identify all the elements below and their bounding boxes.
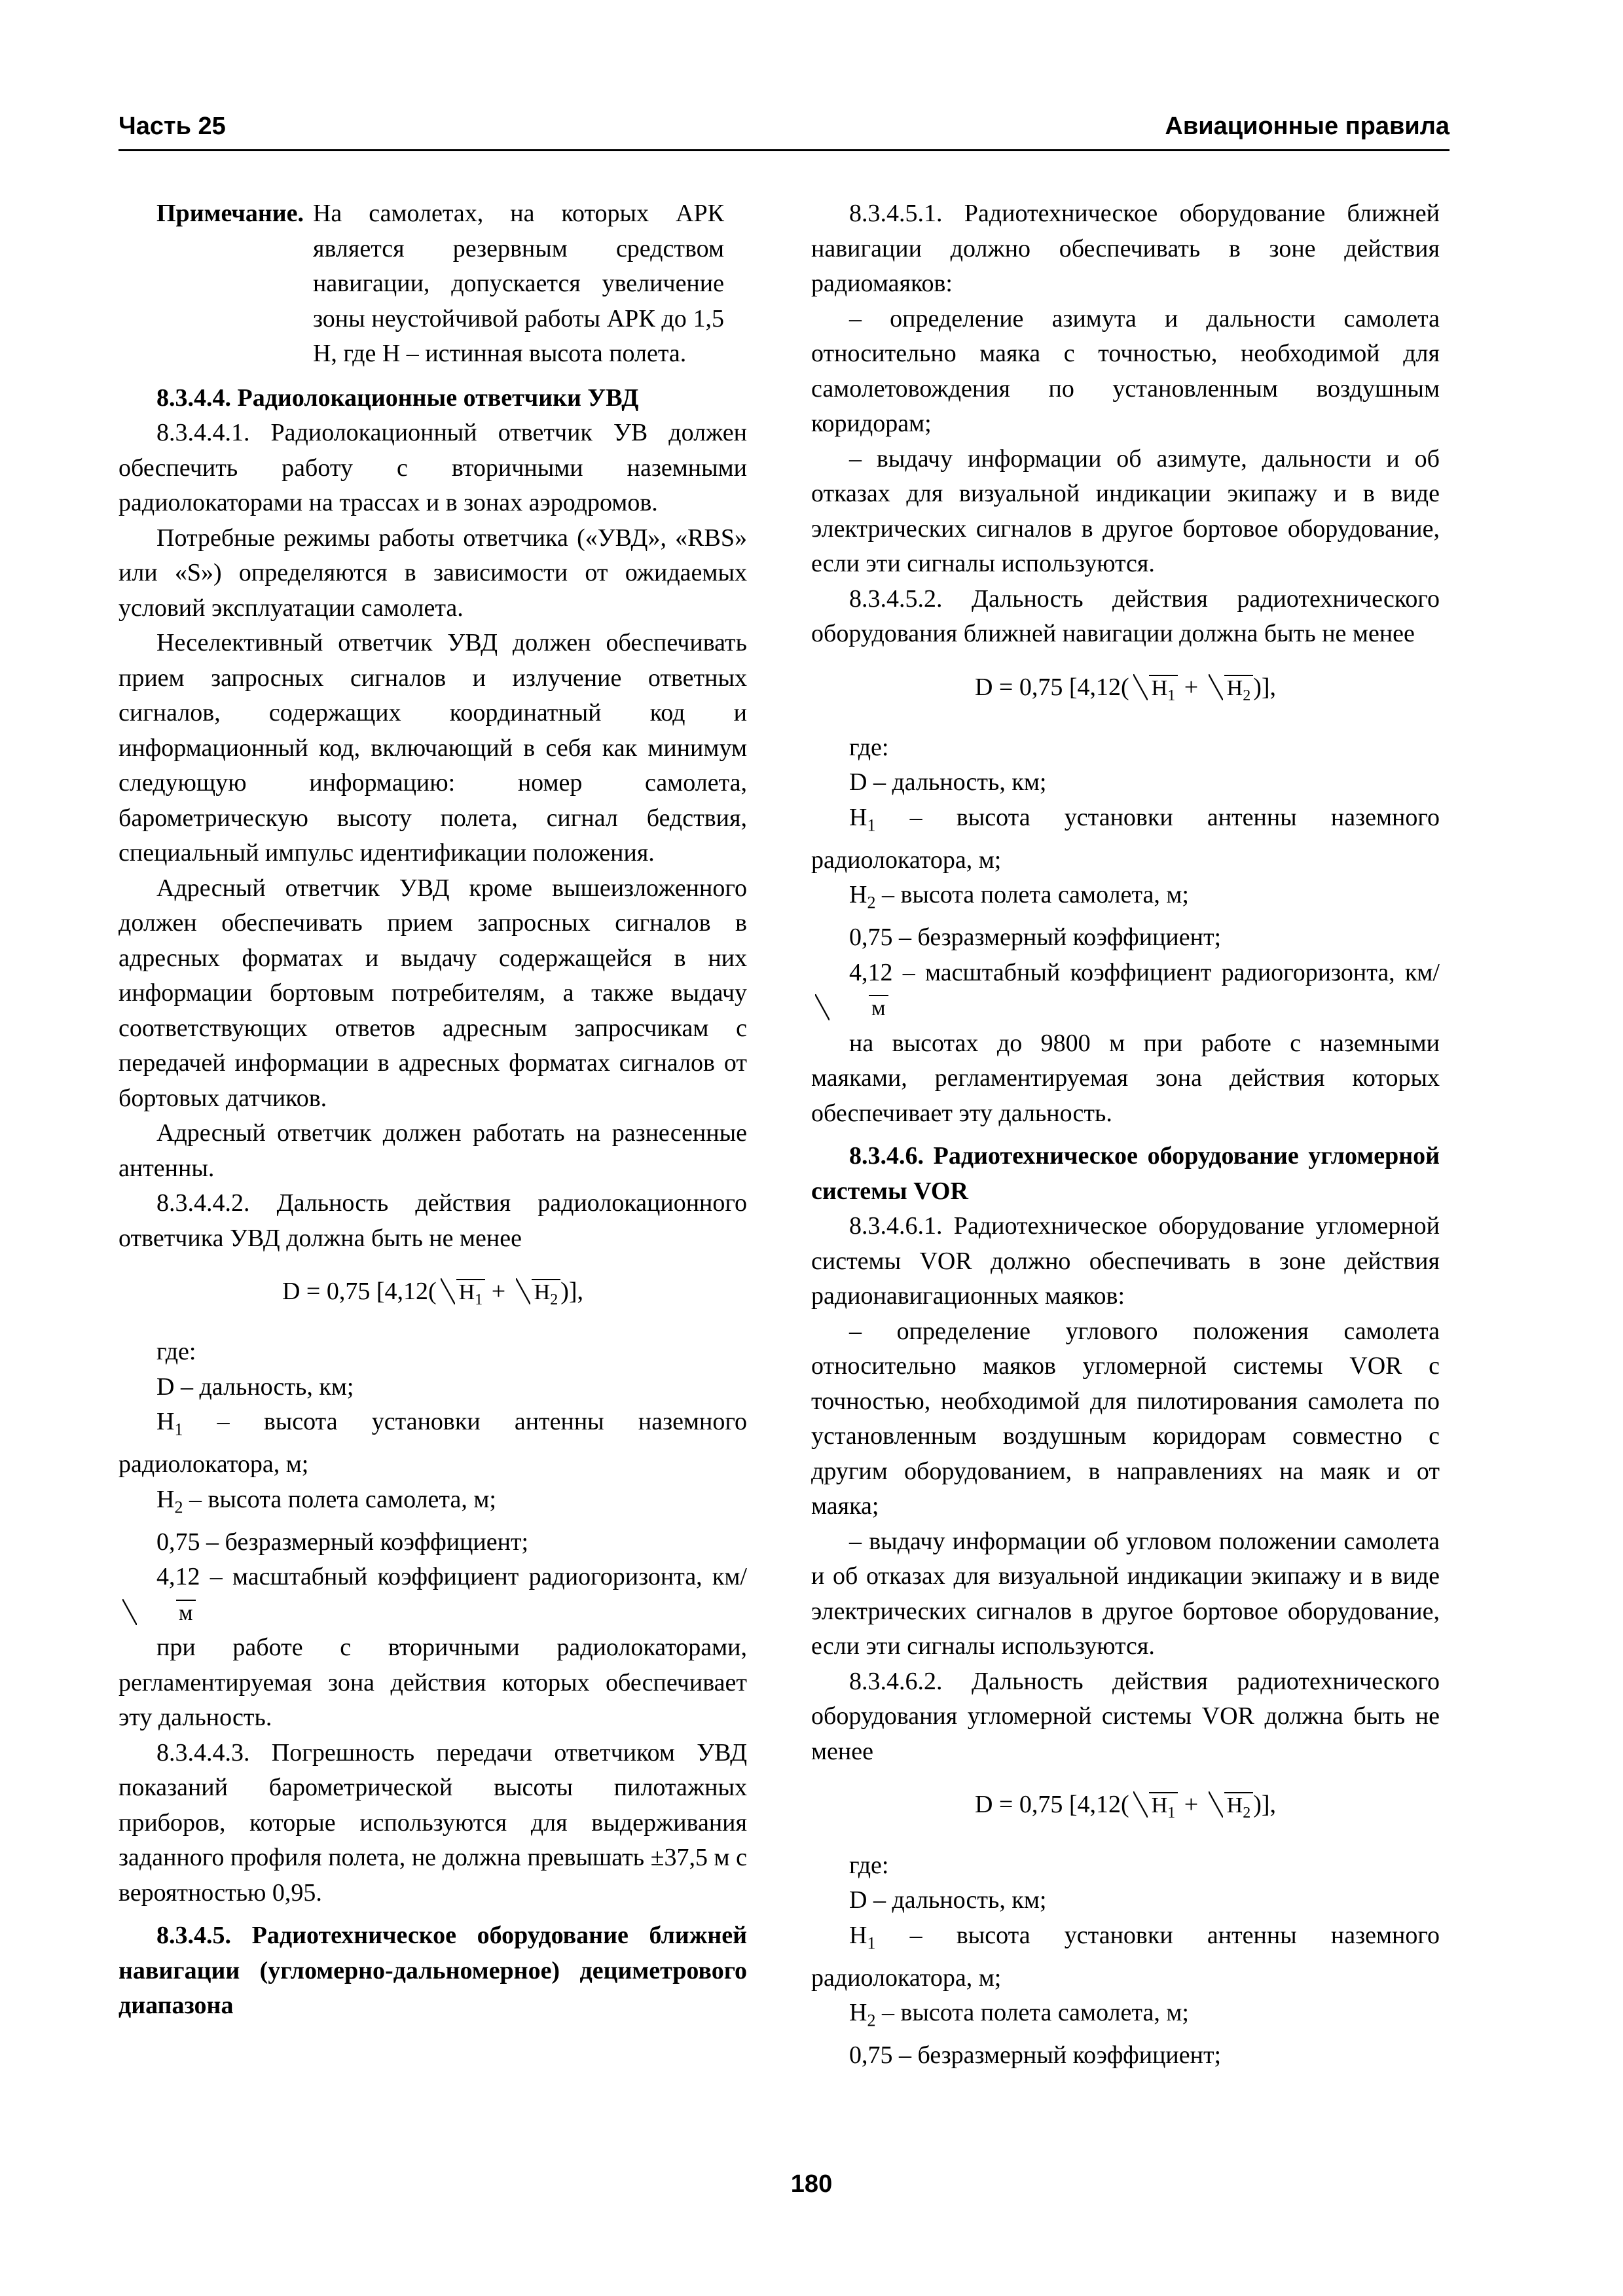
paragraph: 8.3.4.6.2. Дальность действия радиотехнического оборудования угломерной системы VOR должна быть не менее (811, 1667, 1440, 1765)
definition-h2: $H_2$ – высота полета самолета, м; (849, 1999, 1189, 2030)
paragraph: при работе с вторичными радиолокаторами, регламентируемая зона действия которых обеспечивает эту дальность. (119, 1634, 747, 1732)
page-number: 180 (790, 2170, 833, 2198)
right-column (811, 196, 1440, 2073)
header-divider (119, 149, 1450, 151)
paragraph: – определение углового положения самолета относительно маяков угломерной системы VOR с точностью, необходимой для пилотирования самолета по установленным воздушным коридорам совместно с другим оборудованием, в направлениях на маяк и от маяка; (811, 1317, 1440, 1520)
paragraph: – определение азимута и дальности самолета относительно маяка с точностью, необходимой для самолетовождения по установленным воздушным коридорам; (811, 304, 1440, 437)
sqrt-h1: $H_1$ (1132, 1787, 1178, 1831)
paragraph: Неселективный ответчик УВД должен обеспечивать прием запросных сигналов и излучение ответных сигналов, содержащих координатный код и информационный код, включающий в себя как минимум следующую информацию: номер самолета, барометрическую высоту полета, сигнал бедствия, специальный импульс идентификации положения. (119, 629, 747, 867)
sqrt-h2: $H_2$ (515, 1274, 561, 1318)
note-block (156, 196, 747, 372)
paragraph: 8.3.4.5.1. Радиотехническое оборудование ближней навигации должно обеспечивать в зоне действия радиомаяков: (811, 200, 1440, 297)
definition-d: D – дальность, км; (156, 1372, 354, 1401)
range-formula: D = 0,75 [4,12( $H_1 + H_2$ )], (119, 1274, 747, 1318)
paragraph: Адресный ответчик УВД кроме вышеизложенного должен обеспечивать прием запросных сигналов в адресных форматах и выдачу содержащейся в них информации бортовым потребителям, а также выдачу соответствующих ответов адресным запросчикам с передачей информации в адресных форматах сигналов от бортовых датчиков. (119, 874, 747, 1112)
definition-d: D – дальность, км; (849, 1886, 1047, 1914)
paragraph: на высотах до 9800 м при работе с наземными маяками, регламентируемая зона действия которых обеспечивает эту дальность. (811, 1029, 1440, 1127)
paragraph: 8.3.4.4.2. Дальность действия радиолокационного ответчика УВД должна быть не менее (119, 1189, 747, 1252)
definition-h1: $H_1$ – высота установки антенны наземного радиолокатора, м; (811, 1921, 1440, 1992)
paragraph: 8.3.4.4.1. Радиолокационный ответчик УВ должен обеспечить работу с вторичными наземными радиолокаторами на трассах и в зонах аэродромов. (119, 419, 747, 516)
left-column (119, 196, 747, 2024)
section-heading-8346: 8.3.4.6. Радиотехническое оборудование угломерной системы VOR (811, 1142, 1440, 1205)
range-formula: D = 0,75 [4,12( $H_1 + H_2$ )], (811, 670, 1440, 713)
paragraph: – выдачу информации об азимуте, дальности и об отказах для визуальной индикации экипажу и в виде электрических сигналов в другое бортовое оборудование, если эти сигналы используются. (811, 444, 1440, 577)
definition-412: 4,12 – масштабный коэффициент радиогоризонта, км/м (811, 956, 1440, 1026)
where-label: где: (849, 1851, 889, 1879)
definition-075: 0,75 – безразмерный коэффициент; (156, 1528, 529, 1556)
definition-d: D – дальность, км; (849, 768, 1047, 797)
paragraph: Адресный ответчик должен работать на разнесенные антенны. (119, 1119, 747, 1182)
definition-h1: $H_1$ – высота установки антенны наземного радиолокатора, м; (811, 803, 1440, 874)
sqrt-m: м (814, 990, 888, 1026)
paragraph: 8.3.4.4.3. Погрешность передачи ответчиком УВД показаний барометрической высоты пилотажных приборов, которые используются для выдерживания заданного профиля полета, не должна превышать ±37,5 м с вероятностью 0,95. (119, 1738, 747, 1907)
sqrt-h2: $H_2$ (1207, 670, 1254, 713)
definition-h1: $H_1$ – высота установки антенны наземного радиолокатора, м; (119, 1408, 747, 1479)
paragraph: Потребные режимы работы ответчика («УВД», «RBS» или «S») определяются в зависимости от ожидаемых условий эксплуатации самолета. (119, 524, 747, 622)
definition-412: 4,12 – масштабный коэффициент радиогоризонта, км/м (119, 1560, 747, 1630)
definition-h2: $H_2$ – высота полета самолета, м; (849, 881, 1189, 912)
section-heading-8345: 8.3.4.5. Радиотехническое оборудование ближней навигации (угломерно-дальномерное) дециметрового диапазона (119, 1922, 747, 2020)
running-header-title: Авиационные правила (1165, 113, 1450, 140)
definition-075: 0,75 – безразмерный коэффициент; (849, 2041, 1222, 2070)
sqrt-h1: $H_1$ (439, 1274, 486, 1318)
sqrt-h1: $H_1$ (1132, 670, 1178, 713)
section-heading-8344: 8.3.4.4. Радиолокационные ответчики УВД (156, 384, 639, 412)
paragraph: 8.3.4.6.1. Радиотехническое оборудование угломерной системы VOR должно обеспечивать в зоне действия радионавигационных маяков: (811, 1212, 1440, 1310)
paragraph: – выдачу информации об угловом положении самолета и об отказах для визуальной индикации экипажу и в виде электрических сигналов в другое бортовое оборудование, если эти сигналы используются. (811, 1527, 1440, 1660)
running-header-part: Часть 25 (119, 113, 226, 140)
definition-075: 0,75 – безразмерный коэффициент; (849, 924, 1222, 952)
sqrt-h2: $H_2$ (1207, 1787, 1254, 1831)
note-label: Примечание. (156, 200, 304, 227)
range-formula-vor: D = 0,75 [4,12( $H_1 + H_2$ )], (811, 1787, 1440, 1831)
paragraph: 8.3.4.5.2. Дальность действия радиотехнического оборудования ближней навигации должна быть не менее (811, 584, 1440, 647)
where-label: где: (849, 733, 889, 761)
note-text: На самолетах, на которых АРК является резервным средством навигации, допускается увеличение зоны неустойчивой работы АРК до 1,5 Н, где Н – истинная высота полета. (312, 200, 724, 367)
where-label: где: (156, 1338, 196, 1366)
definition-h2: $H_2$ – высота полета самолета, м; (156, 1485, 496, 1517)
sqrt-m: м (121, 1595, 196, 1631)
